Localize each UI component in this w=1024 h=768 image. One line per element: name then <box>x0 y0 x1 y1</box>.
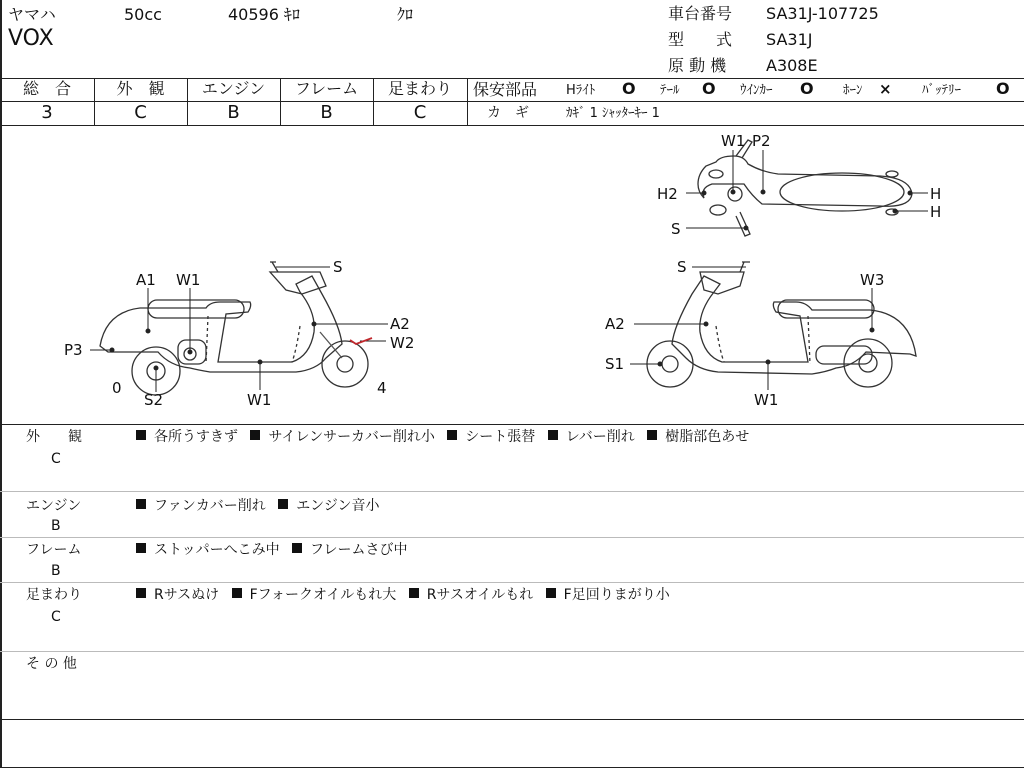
diagram-label: S2 <box>144 391 164 409</box>
diagram-label: H <box>930 185 942 203</box>
safety-mark-winker: O <box>800 79 814 98</box>
engine-value: A308E <box>766 56 818 75</box>
grade-label-suspension: 足まわり <box>387 79 452 98</box>
safety-mark-tail: O <box>702 79 716 98</box>
remarks-grade: C <box>51 451 61 467</box>
model-name: VOX <box>8 26 54 51</box>
diagram-label: W1 <box>247 391 272 409</box>
diagram-label: W2 <box>390 334 415 352</box>
key-label: カ ギ <box>487 105 529 121</box>
type-value: SA31J <box>766 30 813 49</box>
color: ｸﾛ <box>397 5 414 24</box>
diagram-label: 0 <box>112 379 122 397</box>
bullet-icon <box>647 430 657 440</box>
remarks-grade: B <box>51 563 61 579</box>
safety-mark-headlight: O <box>622 79 636 98</box>
diagram-label: A2 <box>605 315 625 333</box>
safety-item-horn: ﾎｰﾝ <box>843 83 863 98</box>
remarks-divider <box>0 491 1024 492</box>
remark-item: フレームさび中 <box>310 542 408 558</box>
top-view-scooter <box>698 140 912 236</box>
remarks-category: フレーム <box>26 542 82 558</box>
displacement: 50cc <box>124 5 162 24</box>
remark-item: F足回りまがり小 <box>563 587 670 603</box>
safety-mark-battery: O <box>996 79 1010 98</box>
bullet-icon <box>292 543 302 553</box>
grade-value-engine: B <box>227 102 240 123</box>
frame-no: SA31J-107725 <box>766 4 879 23</box>
safety-item-headlight: Hﾗｲﾄ <box>566 83 596 98</box>
safety-mark-horn: × <box>879 80 892 98</box>
remarks-items <box>136 499 380 513</box>
remark-item: エンジン音小 <box>296 498 380 514</box>
remarks-divider <box>0 537 1024 538</box>
grade-label-engine: エンジン <box>201 79 266 98</box>
remarks-grade: C <box>51 609 61 625</box>
key-value: ｶｷﾞ 1 ｼｬｯﾀｰｷｰ 1 <box>566 106 660 121</box>
diagram-label: W1 <box>176 271 201 289</box>
safety-parts-label: 保安部品 <box>473 80 538 99</box>
diagram-label: S <box>671 220 681 238</box>
remarks-items <box>136 430 749 444</box>
bullet-icon <box>409 588 419 598</box>
bullet-icon <box>546 588 556 598</box>
bullet-icon <box>136 543 146 553</box>
grade-label-frame: フレーム <box>294 79 359 98</box>
diagram-label: W3 <box>860 271 885 289</box>
frame-no-label: 車台番号 <box>668 4 733 23</box>
maker: ヤマハ <box>8 5 56 24</box>
remark-item: 各所うすきず <box>154 429 238 445</box>
damage-diagram <box>0 126 1024 424</box>
bullet-icon <box>136 588 146 598</box>
bullet-icon <box>136 499 146 509</box>
remark-item: レバー削れ <box>565 429 635 445</box>
divider <box>468 101 1024 102</box>
remark-item: Fフォークオイルもれ大 <box>249 587 397 603</box>
diagram-label: S <box>333 258 343 276</box>
type-label: 型 式 <box>668 30 733 49</box>
bullet-icon <box>278 499 288 509</box>
mileage: 40596 ｷﾛ <box>228 5 300 24</box>
diagram-label: P3 <box>64 341 83 359</box>
remarks-divider <box>0 651 1024 652</box>
grade-label-exterior: 外 観 <box>116 79 165 98</box>
bullet-icon <box>548 430 558 440</box>
remarks-category: 足まわり <box>26 587 82 603</box>
bullet-icon <box>447 430 457 440</box>
diagram-label: A1 <box>136 271 156 289</box>
remark-item: ストッパーへこみ中 <box>154 542 280 558</box>
remarks-grade: B <box>51 518 61 534</box>
bullet-icon <box>232 588 242 598</box>
diagram-label: 4 <box>377 379 387 397</box>
diagram-label: S1 <box>605 355 625 373</box>
grade-label-overall: 総 合 <box>22 79 71 98</box>
diagram-label: S <box>677 258 687 276</box>
diagram-label: W1 <box>721 132 746 150</box>
remarks-category: 外 観 <box>26 429 82 445</box>
diagram-label: P2 <box>752 132 771 150</box>
remarks-category: そ の 他 <box>26 656 77 672</box>
grade-value-overall: 3 <box>41 102 53 123</box>
remarks-items <box>136 588 670 602</box>
safety-item-winker: ｳｲﾝｶｰ <box>740 83 773 98</box>
divider <box>467 78 468 125</box>
engine-label: 原 動 機 <box>668 56 727 75</box>
grade-value-suspension: C <box>413 102 427 123</box>
grade-value-exterior: C <box>134 102 147 123</box>
remark-item: 樹脂部色あせ <box>665 429 750 445</box>
remark-item: ファンカバー削れ <box>154 498 266 514</box>
remarks-items <box>136 543 408 557</box>
remark-item: シート張替 <box>465 429 536 445</box>
remarks-category: エンジン <box>26 498 82 514</box>
bullet-icon <box>136 430 146 440</box>
safety-item-tail: ﾃｰﾙ <box>660 83 680 98</box>
remark-item: Rサスオイルもれ <box>426 587 534 603</box>
remark-item: Rサスぬけ <box>154 587 220 603</box>
safety-item-battery: ﾊﾞｯﾃﾘｰ <box>922 83 961 98</box>
diagram-label: A2 <box>390 315 410 333</box>
remark-item: サイレンサーカバー削れ小 <box>268 429 435 445</box>
remarks-divider <box>0 582 1024 583</box>
diagram-label: H2 <box>657 185 678 203</box>
diagram-label: H <box>930 203 942 221</box>
bullet-icon <box>250 430 260 440</box>
grade-value-frame: B <box>320 102 333 123</box>
diagram-label: W1 <box>754 391 779 409</box>
